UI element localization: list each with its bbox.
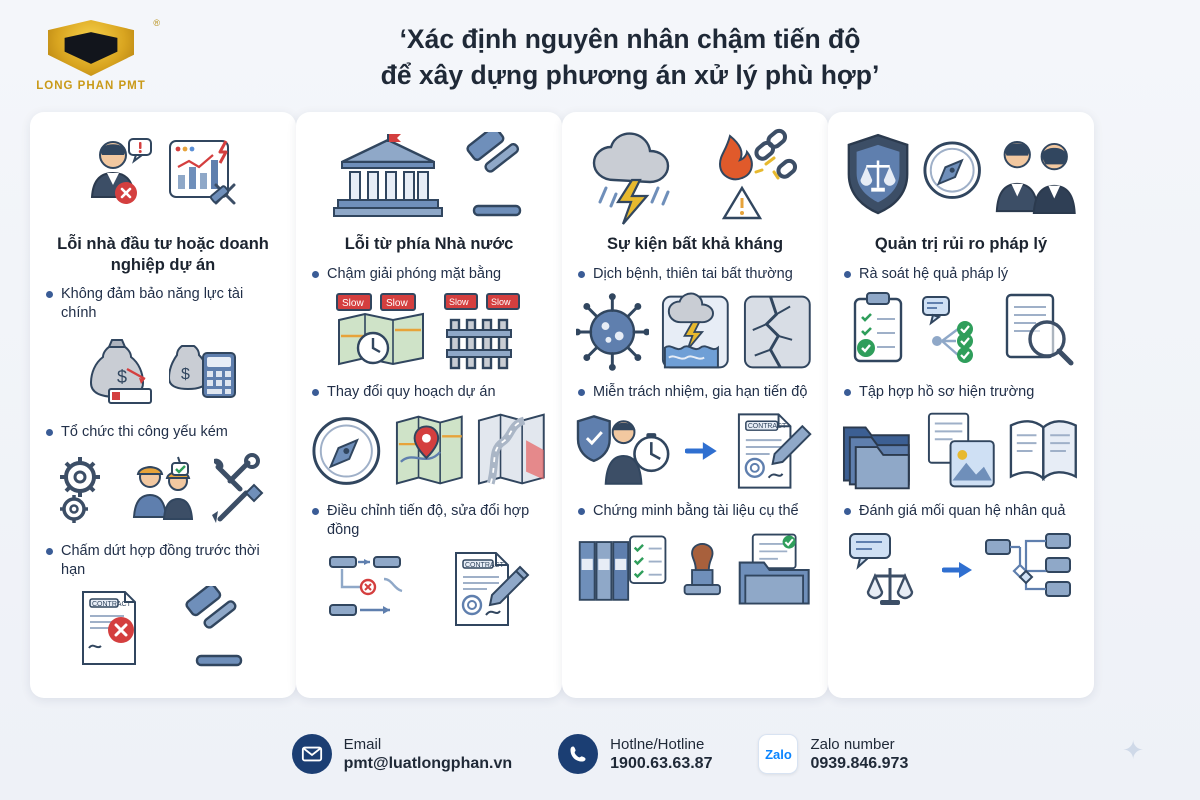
bullet-dot-icon	[46, 291, 53, 298]
open-book-icon	[1007, 411, 1080, 491]
bullet-dot-icon	[312, 389, 319, 396]
email-icon	[292, 734, 332, 774]
card-4-bullet-1	[842, 265, 1080, 284]
card-1-art	[44, 124, 282, 232]
crest-logo-icon	[48, 20, 134, 76]
card-4-bullet-3	[842, 502, 1080, 521]
calculator-icon	[169, 335, 239, 409]
compass-icon	[310, 410, 383, 492]
document-folder-icon	[736, 528, 814, 612]
gavel-icon	[456, 132, 530, 224]
card-3-bullet-2	[576, 383, 814, 402]
bullet-dot-icon	[46, 429, 53, 436]
svg-text:$: $	[181, 365, 190, 383]
map-pin-icon	[393, 410, 466, 492]
card-1-bullet-3-art	[44, 585, 282, 671]
card-2-bullet-2-art	[310, 408, 548, 494]
cards-row	[30, 112, 1170, 698]
card-4-bullet-1-art	[842, 289, 1080, 375]
bullet-text: Điều chỉnh tiến độ, sửa đổi hợp đồng	[327, 503, 530, 539]
flowchart-icon	[984, 530, 1074, 610]
shield-person-timer-icon	[576, 410, 675, 492]
folder-stack-icon	[842, 411, 915, 491]
compass-icon	[922, 130, 982, 226]
zalo-value: 0939.846.973	[810, 754, 909, 772]
phone-icon	[558, 734, 598, 774]
card-legal-risk	[828, 112, 1094, 698]
lawyers-pair-icon	[990, 130, 1080, 226]
zalo-label: Zalo number	[810, 735, 895, 753]
svg-text:$: $	[117, 366, 128, 387]
flow-adjust-icon	[326, 549, 436, 629]
slow-sign-map-icon	[333, 290, 433, 374]
bullet-dot-icon	[844, 389, 851, 396]
road-map-icon	[475, 410, 548, 492]
binders-checklist-icon	[576, 528, 669, 612]
checklist-icon	[847, 291, 909, 373]
card-1-bullet-2	[44, 423, 282, 442]
card-3-bullet-3	[576, 502, 814, 521]
svg-text:Slow: Slow	[491, 297, 511, 308]
brand-logo	[16, 8, 166, 104]
logo-badge	[16, 8, 166, 104]
card-investor-fault	[30, 112, 296, 698]
contact-hotline[interactable]	[558, 734, 712, 774]
bullet-dot-icon	[578, 508, 585, 515]
card-4-bullet-2-art	[842, 408, 1080, 494]
card-2-bullet-3-art	[310, 546, 548, 632]
card-1-title: Lỗi nhà đầu tư hoặc doanh nghiệp dự án	[57, 235, 269, 274]
sparkle-icon: ✦	[1122, 735, 1144, 765]
chart-error-icon	[164, 135, 244, 221]
government-building-icon	[328, 132, 448, 224]
bullet-text: Chấm dứt hợp đồng trước thời hạn	[61, 542, 260, 578]
fire-broken-chain-icon	[702, 128, 802, 228]
storm-cloud-icon	[588, 128, 694, 228]
workers-icon	[128, 453, 198, 529]
bullet-dot-icon	[312, 271, 319, 278]
card-2-art	[310, 124, 548, 232]
contact-email[interactable]	[292, 734, 512, 774]
card-3-title: Sự kiện bất khả kháng	[606, 235, 784, 253]
bullet-text: Đánh giá mối quan hệ nhân quả	[859, 503, 1066, 520]
card-2-bullet-2	[310, 383, 548, 402]
card-1-bullet-2-art	[44, 448, 282, 534]
page-title	[190, 22, 1070, 94]
money-bag-icon	[87, 335, 159, 409]
svg-text:CONTRACT: CONTRACT	[465, 562, 504, 569]
card-3-bullet-3-art	[576, 527, 814, 613]
card-1-bullet-1	[44, 285, 282, 323]
card-1-bullet-1-art	[44, 329, 282, 415]
card-2-bullet-3	[310, 502, 548, 540]
bullet-dot-icon	[578, 389, 585, 396]
bullet-text: Dịch bệnh, thiên tai bất thường	[593, 265, 793, 282]
card-3-art	[576, 124, 814, 232]
fence-barrier-icon	[443, 290, 525, 374]
bullet-dot-icon	[844, 508, 851, 515]
hotline-label: Hotlne/Hotline	[610, 735, 705, 753]
bullet-text: Không đảm bảo năng lực tài chính	[61, 286, 244, 322]
bullet-text: Thay đổi quy hoạch dự án	[327, 384, 496, 401]
card-3-bullet-2-art	[576, 408, 814, 494]
virus-icon	[576, 292, 649, 372]
flood-storm-icon	[659, 292, 732, 372]
arrow-right-icon	[685, 421, 719, 481]
page-title-line1: ‘Xác định nguyên nhân chậm tiến độ	[399, 24, 861, 54]
card-2-bullet-1	[310, 265, 548, 284]
zalo-icon: Zalo	[758, 734, 798, 774]
stamp-icon	[679, 528, 726, 612]
arrow-right-icon	[942, 540, 974, 600]
bullet-text: Rà soát hệ quả pháp lý	[859, 265, 1009, 282]
page-title-line2: để xây dựng phương án xử lý phù hợp’	[380, 59, 880, 90]
card-force-majeure	[562, 112, 828, 698]
bullet-dot-icon	[578, 271, 585, 278]
bullet-text: Tập hợp hồ sơ hiện trường	[859, 384, 1035, 401]
contact-zalo[interactable]	[758, 734, 908, 774]
card-3-bullet-1-art	[576, 289, 814, 375]
email-label: Email	[343, 735, 382, 753]
svg-text:CONTRACT: CONTRACT	[92, 601, 131, 609]
bullet-dot-icon	[46, 548, 53, 555]
card-2-title: Lỗi từ phía Nhà nước	[344, 235, 514, 253]
svg-text:Slow: Slow	[449, 297, 469, 308]
hotline-value: 1900.63.63.87	[610, 754, 713, 772]
node-check-icon	[919, 291, 991, 373]
card-3-bullet-1	[576, 265, 814, 284]
bullet-dot-icon	[844, 271, 851, 278]
registered-mark: ®	[153, 18, 160, 28]
shield-scales-icon	[842, 130, 914, 226]
bullet-text: Tổ chức thi công yếu kém	[61, 423, 228, 440]
bullet-text: Miễn trách nhiệm, gia hạn tiến độ	[593, 384, 808, 401]
gears-icon	[56, 453, 118, 529]
footer-contacts	[0, 708, 1200, 800]
logo-name: LONG PHAN PMT	[36, 80, 146, 92]
bullet-dot-icon	[312, 508, 319, 515]
speech-scales-icon	[848, 530, 932, 610]
businessman-alert-icon	[82, 135, 156, 221]
email-value: pmt@luatlongphan.vn	[343, 754, 513, 772]
earthquake-crack-icon	[741, 292, 814, 372]
photo-doc-icon	[925, 411, 998, 491]
card-2-bullet-1-art	[310, 289, 548, 375]
svg-text:Slow: Slow	[342, 298, 364, 310]
contract-cancel-icon	[75, 586, 167, 670]
card-4-title: Quản trị rủi ro pháp lý	[874, 235, 1048, 253]
gavel-icon	[177, 586, 251, 670]
contract-edit-icon	[446, 549, 532, 629]
tools-icon	[208, 453, 270, 529]
card-state-fault	[296, 112, 562, 698]
card-4-art	[842, 124, 1080, 232]
magnifier-document-icon	[1001, 291, 1075, 373]
bullet-text: Chứng minh bằng tài liệu cụ thể	[593, 503, 799, 520]
contract-edit-icon	[729, 410, 814, 492]
card-4-bullet-2	[842, 383, 1080, 402]
card-1-bullet-3	[44, 542, 282, 580]
svg-text:CONTRACT: CONTRACT	[747, 423, 787, 431]
svg-text:Slow: Slow	[386, 298, 408, 310]
card-4-bullet-3-art	[842, 527, 1080, 613]
bullet-text: Chậm giải phóng mặt bằng	[327, 265, 502, 282]
